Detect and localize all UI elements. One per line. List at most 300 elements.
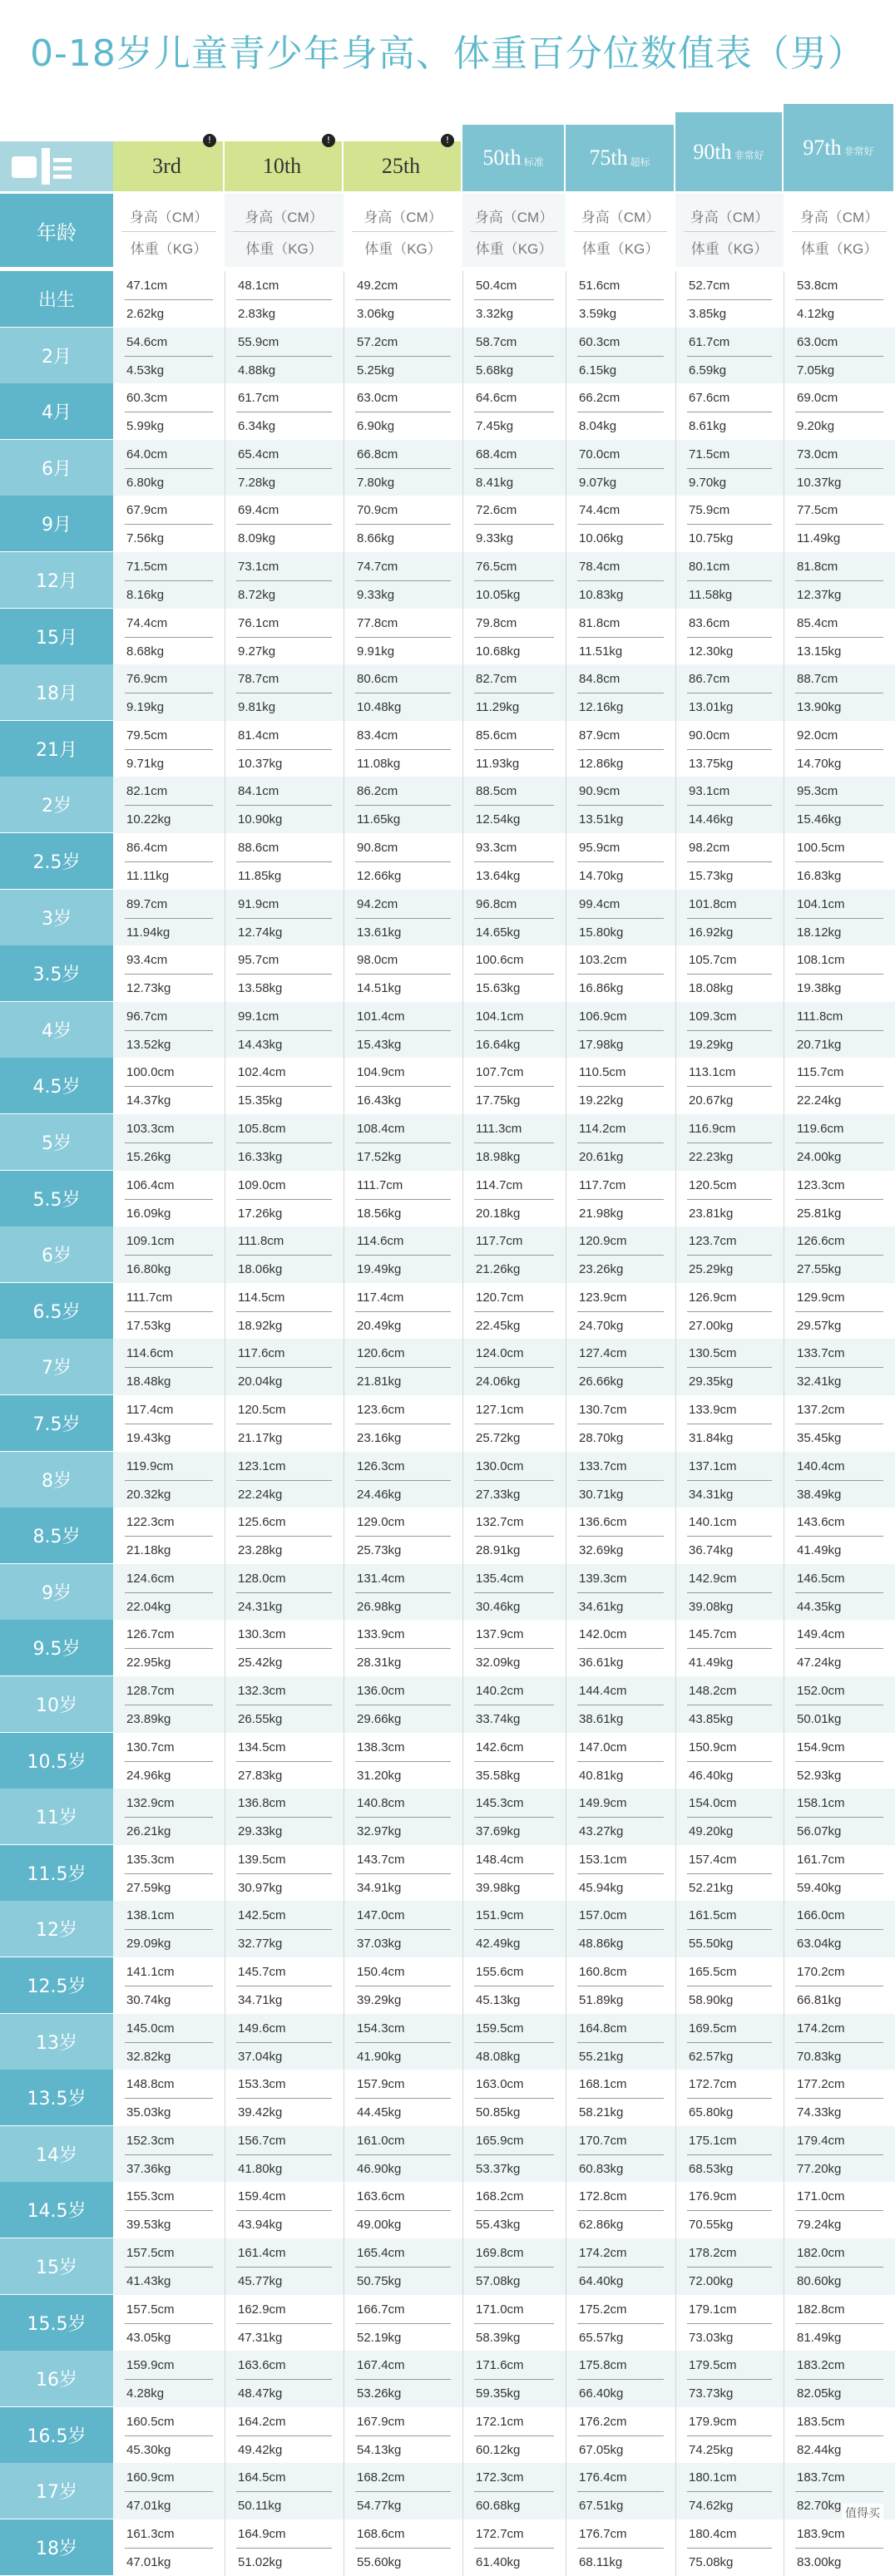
height-value: 81.8cm xyxy=(579,616,621,630)
height-value: 90.8cm xyxy=(357,841,398,855)
weight-value: 41.49kg xyxy=(797,1543,842,1557)
table-row xyxy=(0,2238,895,2295)
weight-value: 23.89kg xyxy=(126,1712,171,1726)
height-value: 122.3cm xyxy=(126,1515,175,1529)
weight-value: 12.86kg xyxy=(579,757,624,771)
weight-value: 58.21kg xyxy=(579,2105,624,2120)
percentile-tab-10th xyxy=(225,135,342,191)
weight-unit-label: 体重（KG） xyxy=(690,241,769,257)
weight-value: 67.51kg xyxy=(579,2499,624,2513)
weight-value: 38.49kg xyxy=(797,1488,842,1502)
age-cell: 15月 xyxy=(0,609,113,665)
height-value: 63.0cm xyxy=(797,335,838,349)
table-row xyxy=(0,1171,895,1227)
value-cell xyxy=(344,1452,462,1508)
value-cell xyxy=(462,833,566,890)
weight-value: 66.81kg xyxy=(797,1993,842,2007)
value-cell xyxy=(462,2351,566,2407)
alert-icon: ! xyxy=(322,134,335,147)
value-cell xyxy=(462,496,566,552)
weight-value: 58.90kg xyxy=(689,1993,734,2007)
weight-value: 14.43kg xyxy=(238,1038,283,1052)
value-cell xyxy=(566,1002,675,1059)
height-value: 148.4cm xyxy=(476,1853,524,1867)
height-value: 123.7cm xyxy=(689,1234,737,1248)
value-cell xyxy=(462,1620,566,1676)
value-cell xyxy=(784,1733,895,1789)
height-value: 110.5cm xyxy=(579,1065,626,1079)
height-value: 174.2cm xyxy=(797,2021,845,2036)
height-value: 179.1cm xyxy=(689,2302,737,2317)
weight-value: 22.24kg xyxy=(797,1093,842,1108)
weight-unit-label: 体重（KG） xyxy=(581,241,660,257)
height-value: 150.9cm xyxy=(689,1740,737,1754)
weight-value: 68.53kg xyxy=(689,2162,734,2176)
table-row xyxy=(0,1339,895,1395)
height-value: 120.6cm xyxy=(357,1346,405,1360)
weight-value: 59.35kg xyxy=(476,2386,521,2401)
weight-value: 18.48kg xyxy=(126,1374,171,1389)
weight-value: 27.00kg xyxy=(689,1319,734,1333)
height-value: 129.9cm xyxy=(797,1290,845,1305)
height-value: 78.7cm xyxy=(238,672,279,686)
value-cell xyxy=(784,890,895,946)
value-cell xyxy=(462,1564,566,1621)
weight-value: 10.75kg xyxy=(689,531,734,545)
value-cell xyxy=(344,1845,462,1902)
weight-value: 37.36kg xyxy=(126,2162,171,2176)
weight-value: 10.90kg xyxy=(238,812,283,827)
weight-value: 70.83kg xyxy=(797,2050,842,2064)
table-row xyxy=(0,1508,895,1564)
height-value: 114.6cm xyxy=(357,1234,404,1248)
weight-value: 7.05kg xyxy=(797,363,835,378)
height-value: 98.0cm xyxy=(357,953,398,967)
height-value: 147.0cm xyxy=(357,1908,405,1922)
weight-value: 50.11kg xyxy=(238,2499,282,2513)
table-row xyxy=(0,1395,895,1452)
weight-value: 15.80kg xyxy=(579,925,624,940)
weight-value: 9.33kg xyxy=(357,588,395,602)
height-value: 111.8cm xyxy=(797,1009,843,1024)
value-cell xyxy=(566,2463,675,2519)
height-value: 176.7cm xyxy=(579,2527,627,2541)
weight-value: 8.09kg xyxy=(238,531,276,545)
unit-header-cell xyxy=(113,194,225,267)
height-value: 99.4cm xyxy=(579,897,621,911)
height-value: 133.9cm xyxy=(357,1627,405,1641)
height-value: 104.1cm xyxy=(797,897,845,911)
age-cell: 6月 xyxy=(0,440,113,496)
height-value: 152.0cm xyxy=(797,1684,845,1698)
value-cell xyxy=(462,1339,566,1395)
weight-value: 9.07kg xyxy=(579,476,617,490)
weight-value: 5.25kg xyxy=(357,363,395,378)
value-cell xyxy=(462,1058,566,1114)
value-cell xyxy=(344,1395,462,1452)
weight-value: 60.68kg xyxy=(476,2499,521,2513)
height-value: 105.7cm xyxy=(689,953,737,967)
value-cell xyxy=(675,1171,784,1227)
height-value: 114.5cm xyxy=(238,1290,285,1305)
height-value: 54.6cm xyxy=(126,335,168,349)
table-row xyxy=(0,2070,895,2126)
height-value: 175.8cm xyxy=(579,2358,627,2372)
height-value: 152.3cm xyxy=(126,2134,175,2148)
weight-value: 44.45kg xyxy=(357,2105,402,2120)
weight-value: 60.12kg xyxy=(476,2443,521,2457)
height-value: 145.3cm xyxy=(476,1796,524,1810)
height-value: 171.6cm xyxy=(476,2358,524,2372)
weight-value: 63.04kg xyxy=(797,1937,842,1951)
height-value: 154.0cm xyxy=(689,1796,737,1810)
weight-value: 47.01kg xyxy=(126,2499,171,2513)
value-cell xyxy=(225,1339,344,1395)
height-value: 114.2cm xyxy=(579,1122,626,1136)
weight-value: 20.49kg xyxy=(357,1319,402,1333)
value-cell xyxy=(225,1564,344,1621)
weight-unit-label: 体重（KG） xyxy=(130,241,208,257)
height-value: 109.3cm xyxy=(689,1009,737,1024)
age-cell: 2.5岁 xyxy=(0,833,113,890)
unit-header-cell xyxy=(462,194,566,267)
value-cell xyxy=(225,777,344,833)
weight-value: 41.80kg xyxy=(238,2162,283,2176)
height-value: 132.9cm xyxy=(126,1796,175,1810)
weight-value: 73.73kg xyxy=(689,2386,734,2401)
weight-value: 12.54kg xyxy=(476,812,521,827)
height-value: 177.2cm xyxy=(797,2077,845,2091)
percentile-label: 25th xyxy=(381,154,421,178)
height-value: 140.8cm xyxy=(357,1796,405,1810)
weight-value: 21.98kg xyxy=(579,1207,624,1221)
age-cell: 10岁 xyxy=(0,1676,113,1733)
height-value: 111.7cm xyxy=(126,1290,173,1305)
height-value: 133.7cm xyxy=(579,1459,627,1473)
weight-value: 27.33kg xyxy=(476,1488,521,1502)
weight-value: 52.19kg xyxy=(357,2331,402,2345)
weight-value: 8.04kg xyxy=(579,419,617,433)
value-cell xyxy=(225,552,344,609)
height-value: 153.1cm xyxy=(579,1853,627,1867)
weight-value: 17.53kg xyxy=(126,1319,171,1333)
value-cell xyxy=(566,1676,675,1733)
height-value: 88.5cm xyxy=(476,784,517,798)
value-cell xyxy=(462,2238,566,2295)
height-value: 132.7cm xyxy=(476,1515,524,1529)
value-cell xyxy=(113,1901,225,1957)
value-cell xyxy=(462,2182,566,2238)
height-value: 130.7cm xyxy=(126,1740,175,1754)
weight-value: 62.86kg xyxy=(579,2218,624,2232)
weight-value: 16.64kg xyxy=(476,1038,521,1052)
height-value: 80.6cm xyxy=(357,672,398,686)
value-cell xyxy=(344,1058,462,1114)
alert-icon: ! xyxy=(203,134,216,147)
height-value: 160.8cm xyxy=(579,1965,627,1979)
height-value: 154.9cm xyxy=(797,1740,845,1754)
value-cell xyxy=(113,2295,225,2351)
table-row xyxy=(0,2519,895,2576)
value-cell xyxy=(113,2463,225,2519)
value-cell xyxy=(344,2351,462,2407)
table-row xyxy=(0,2351,895,2407)
weight-value: 50.01kg xyxy=(797,1712,842,1726)
weight-value: 39.53kg xyxy=(126,2218,171,2232)
weight-value: 52.93kg xyxy=(797,1769,842,1783)
weight-value: 11.29kg xyxy=(476,700,520,714)
weight-value: 4.53kg xyxy=(126,363,165,378)
height-value: 131.4cm xyxy=(357,1572,405,1586)
value-cell xyxy=(784,1620,895,1676)
weight-value: 15.26kg xyxy=(126,1150,171,1164)
value-cell xyxy=(566,721,675,777)
weight-value: 26.55kg xyxy=(238,1712,283,1726)
value-cell xyxy=(462,1733,566,1789)
value-cell xyxy=(675,1339,784,1395)
weight-value: 39.42kg xyxy=(238,2105,283,2120)
value-cell xyxy=(675,2519,784,2576)
weight-value: 11.58kg xyxy=(689,588,733,602)
value-cell xyxy=(113,2182,225,2238)
height-value: 160.9cm xyxy=(126,2470,175,2485)
weight-value: 58.39kg xyxy=(476,2331,521,2345)
value-cell xyxy=(344,1676,462,1733)
value-cell xyxy=(675,1508,784,1564)
value-cell xyxy=(113,1171,225,1227)
weight-value: 60.83kg xyxy=(579,2162,624,2176)
value-cell xyxy=(113,2014,225,2070)
weight-value: 51.02kg xyxy=(238,2555,283,2569)
value-cell xyxy=(113,1395,225,1452)
height-value: 111.8cm xyxy=(238,1234,284,1248)
value-cell xyxy=(225,1789,344,1845)
value-cell xyxy=(113,1058,225,1114)
height-value: 123.6cm xyxy=(357,1403,405,1417)
percentile-note: 超标 xyxy=(630,155,650,168)
value-cell xyxy=(462,664,566,721)
weight-value: 49.20kg xyxy=(689,1824,734,1838)
percentile-label: 3rd xyxy=(152,154,181,178)
value-cell xyxy=(784,1789,895,1845)
age-cell: 13岁 xyxy=(0,2014,113,2070)
weight-value: 43.85kg xyxy=(689,1712,734,1726)
weight-value: 74.25kg xyxy=(689,2443,734,2457)
height-value: 149.4cm xyxy=(797,1627,845,1641)
weight-value: 10.37kg xyxy=(238,757,283,771)
weight-value: 4.88kg xyxy=(238,363,276,378)
weight-value: 19.43kg xyxy=(126,1431,171,1445)
height-value: 169.8cm xyxy=(476,2246,524,2260)
height-value: 102.4cm xyxy=(238,1065,286,1079)
value-cell xyxy=(566,496,675,552)
value-cell xyxy=(675,2070,784,2126)
weight-value: 12.16kg xyxy=(579,700,624,714)
weight-value: 24.06kg xyxy=(476,1374,521,1389)
weight-value: 15.35kg xyxy=(238,1093,283,1108)
weight-value: 35.58kg xyxy=(476,1769,521,1783)
weight-value: 10.83kg xyxy=(579,588,624,602)
value-cell xyxy=(462,1676,566,1733)
height-value: 163.0cm xyxy=(476,2077,524,2091)
value-cell xyxy=(675,1114,784,1171)
value-cell xyxy=(113,1452,225,1508)
weight-value: 14.70kg xyxy=(579,869,624,883)
height-unit-label: 身高（CM） xyxy=(474,210,554,225)
height-value: 120.7cm xyxy=(476,1290,524,1305)
weight-value: 42.49kg xyxy=(476,1937,521,1951)
age-cell: 出生 xyxy=(0,271,113,328)
height-value: 86.4cm xyxy=(126,841,168,855)
unit-header-cell xyxy=(566,194,675,267)
height-value: 176.4cm xyxy=(579,2470,627,2485)
weight-value: 24.00kg xyxy=(797,1150,842,1164)
weight-value: 49.42kg xyxy=(238,2443,283,2457)
height-value: 161.7cm xyxy=(797,1853,845,1867)
value-cell xyxy=(462,552,566,609)
value-cell xyxy=(344,721,462,777)
value-cell xyxy=(344,383,462,440)
weight-value: 40.81kg xyxy=(579,1769,624,1783)
value-cell xyxy=(344,2463,462,2519)
height-value: 101.4cm xyxy=(357,1009,405,1024)
weight-value: 45.13kg xyxy=(476,1993,521,2007)
age-cell: 7岁 xyxy=(0,1339,113,1395)
value-cell xyxy=(113,383,225,440)
height-value: 120.5cm xyxy=(238,1403,286,1417)
value-cell xyxy=(113,2407,225,2464)
height-value: 76.5cm xyxy=(476,560,517,574)
height-value: 183.2cm xyxy=(797,2358,845,2372)
weight-value: 20.71kg xyxy=(797,1038,842,1052)
value-cell xyxy=(113,664,225,721)
weight-value: 48.08kg xyxy=(476,2050,521,2064)
value-cell xyxy=(462,777,566,833)
weight-value: 43.05kg xyxy=(126,2331,171,2345)
weight-value: 55.21kg xyxy=(579,2050,624,2064)
value-cell xyxy=(113,1957,225,2014)
age-cell: 9.5岁 xyxy=(0,1620,113,1676)
height-value: 126.7cm xyxy=(126,1627,175,1641)
value-cell xyxy=(675,2014,784,2070)
height-value: 161.5cm xyxy=(689,1908,737,1922)
value-cell xyxy=(225,440,344,496)
height-value: 126.6cm xyxy=(797,1234,845,1248)
percentile-label: 10th xyxy=(262,154,302,178)
height-value: 140.1cm xyxy=(689,1515,737,1529)
percentile-label: 97th xyxy=(803,135,842,160)
value-cell xyxy=(784,1957,895,2014)
weight-value: 47.31kg xyxy=(238,2331,283,2345)
age-cell: 6.5岁 xyxy=(0,1283,113,1340)
weight-value: 55.43kg xyxy=(476,2218,521,2232)
weight-value: 11.65kg xyxy=(357,812,401,827)
value-cell xyxy=(225,496,344,552)
weight-value: 11.49kg xyxy=(797,531,841,545)
value-cell xyxy=(225,1395,344,1452)
height-value: 169.5cm xyxy=(689,2021,737,2036)
weight-value: 59.40kg xyxy=(797,1881,842,1895)
value-cell xyxy=(113,1114,225,1171)
weight-value: 17.26kg xyxy=(238,1207,283,1221)
weight-value: 62.57kg xyxy=(689,2050,734,2064)
value-cell xyxy=(566,2407,675,2464)
weight-value: 34.91kg xyxy=(357,1881,402,1895)
value-cell xyxy=(566,1620,675,1676)
value-cell xyxy=(344,2126,462,2183)
weight-value: 61.40kg xyxy=(476,2555,521,2569)
weight-value: 25.29kg xyxy=(689,1262,734,1276)
value-cell xyxy=(566,1733,675,1789)
value-cell xyxy=(225,1845,344,1902)
height-value: 117.7cm xyxy=(476,1234,523,1248)
height-value: 159.5cm xyxy=(476,2021,524,2036)
height-value: 50.4cm xyxy=(476,279,517,293)
height-value: 125.6cm xyxy=(238,1515,286,1529)
value-cell xyxy=(784,496,895,552)
weight-value: 54.13kg xyxy=(357,2443,402,2457)
value-cell xyxy=(225,1002,344,1059)
age-cell: 8.5岁 xyxy=(0,1508,113,1564)
height-value: 127.4cm xyxy=(579,1346,627,1360)
table-row xyxy=(0,890,895,946)
height-value: 164.2cm xyxy=(238,2415,286,2429)
value-cell xyxy=(566,2519,675,2576)
value-cell xyxy=(566,383,675,440)
weight-value: 13.61kg xyxy=(357,925,402,940)
age-cell: 10.5岁 xyxy=(0,1733,113,1789)
percentile-note: 标准 xyxy=(523,155,544,168)
value-cell xyxy=(113,2238,225,2295)
value-cell xyxy=(225,2238,344,2295)
height-value: 117.7cm xyxy=(579,1178,626,1192)
height-value: 107.7cm xyxy=(476,1065,524,1079)
height-value: 109.0cm xyxy=(238,1178,286,1192)
value-cell xyxy=(344,2407,462,2464)
value-cell xyxy=(566,1058,675,1114)
value-cell xyxy=(784,1283,895,1340)
value-cell xyxy=(344,2295,462,2351)
value-cell xyxy=(225,2014,344,2070)
height-value: 65.4cm xyxy=(238,447,279,461)
value-cell xyxy=(784,1395,895,1452)
value-cell xyxy=(566,1901,675,1957)
height-value: 75.9cm xyxy=(689,503,730,517)
height-value: 155.3cm xyxy=(126,2189,175,2203)
value-cell xyxy=(675,2407,784,2464)
height-value: 161.0cm xyxy=(357,2134,405,2148)
weight-value: 3.32kg xyxy=(476,307,514,321)
value-cell xyxy=(225,2351,344,2407)
weight-value: 13.52kg xyxy=(126,1038,171,1052)
height-value: 180.1cm xyxy=(689,2470,737,2485)
weight-value: 8.61kg xyxy=(689,419,727,433)
table-row xyxy=(0,1676,895,1733)
value-cell xyxy=(113,609,225,665)
value-cell xyxy=(566,2014,675,2070)
value-cell xyxy=(784,1002,895,1059)
weight-value: 14.37kg xyxy=(126,1093,171,1108)
table-row xyxy=(0,271,895,328)
value-cell xyxy=(462,1901,566,1957)
height-value: 182.0cm xyxy=(797,2246,845,2260)
value-cell xyxy=(675,2463,784,2519)
height-value: 76.1cm xyxy=(238,616,279,630)
value-cell xyxy=(784,2351,895,2407)
height-value: 161.3cm xyxy=(126,2527,175,2541)
value-cell xyxy=(675,1676,784,1733)
height-value: 151.9cm xyxy=(476,1908,524,1922)
